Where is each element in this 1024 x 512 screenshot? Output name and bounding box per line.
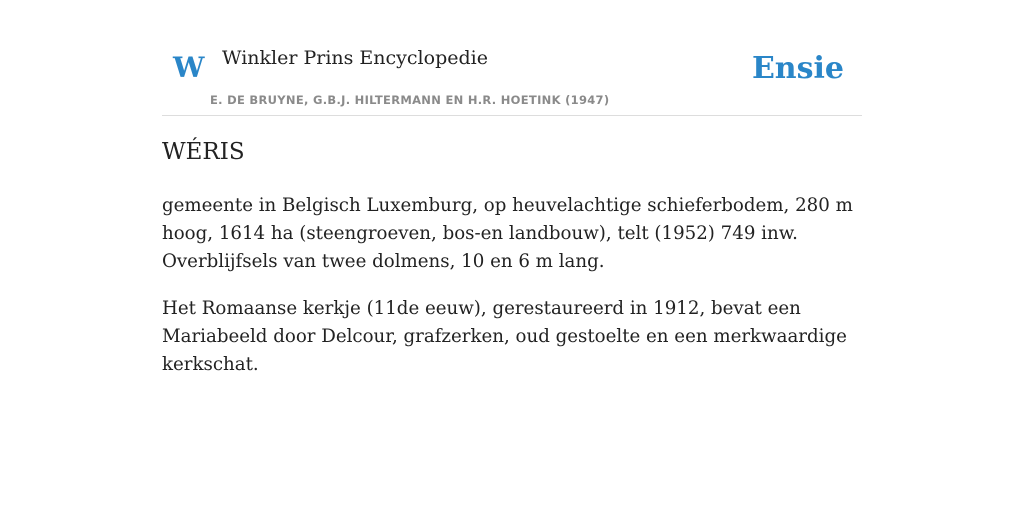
article-paragraph: Het Romaanse kerkje (11de eeuw), gerestaureerd in 1912, bevat een Mariabeeld door Delcour, grafzerken, oud gestoelte en een merkwaardige kerkschat. [162,297,847,375]
article-title: WÉRIS [162,139,245,165]
brand-logo[interactable]: Ensie [751,51,844,86]
source-title[interactable]: Winkler Prins Encyclopedie [222,47,488,69]
source-logo[interactable]: W [173,51,205,84]
article-paragraph: gemeente in Belgisch Luxemburg, op heuvelachtige schieferbodem, 280 m hoog, 1614 ha (steengroeven, bos-en landbouw), telt (1952) 749 inw. Overblijfsels van twee dolmens, 10 en 6 m lang. [162,194,853,272]
source-authors: E. DE BRUYNE, G.B.J. HILTERMANN EN H.R. HOETINK (1947) [210,93,610,107]
article [162,138,862,398]
source-header [162,40,862,116]
